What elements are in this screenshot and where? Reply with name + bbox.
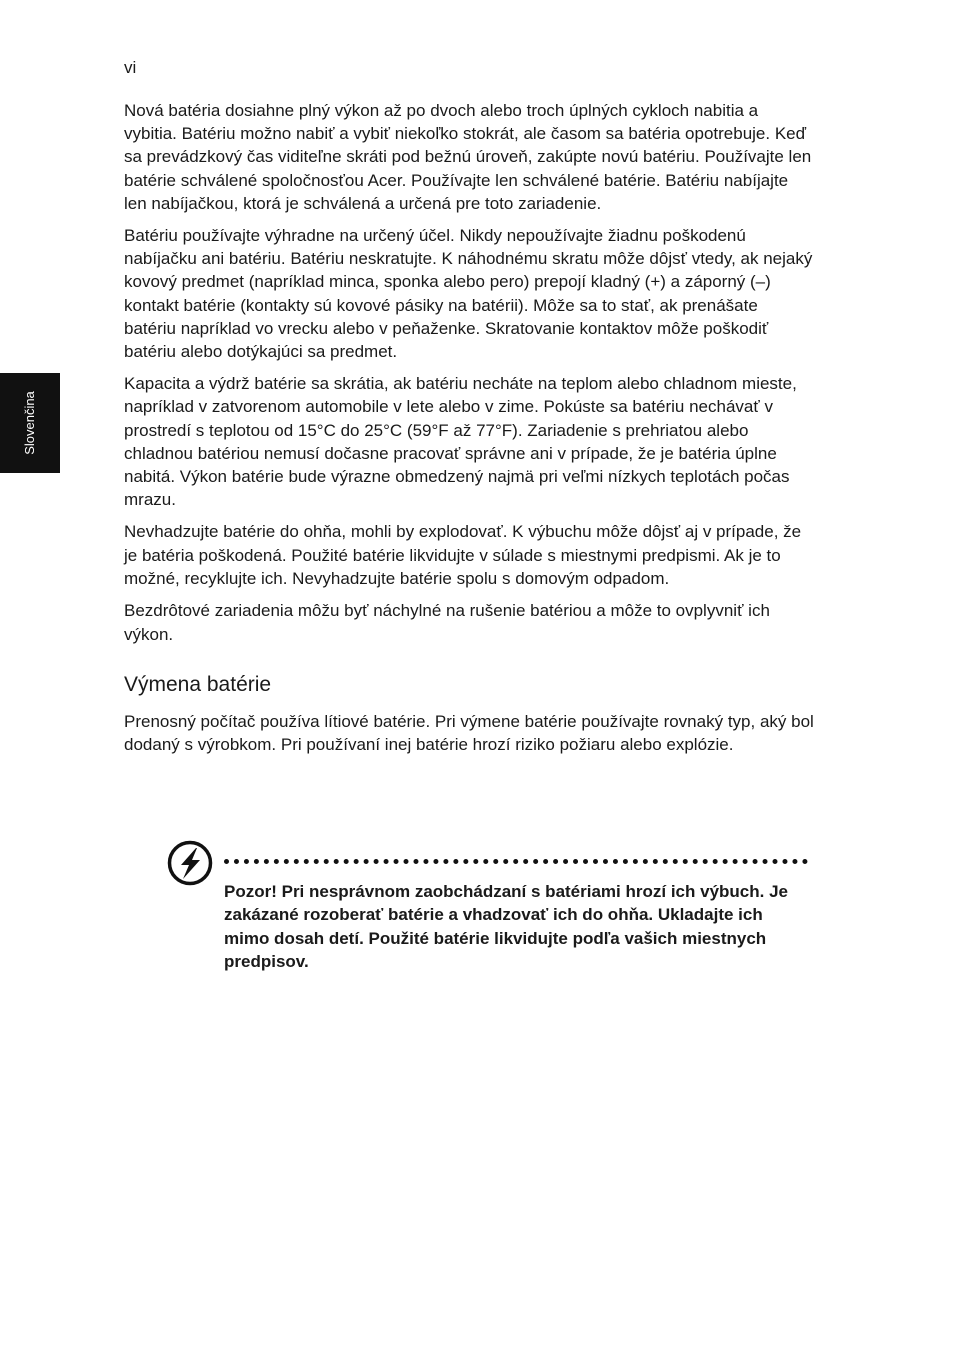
page-number: vi (124, 58, 137, 77)
warning-text: Pozor! Pri nesprávnom zaobchádzaní s batériami hrozí ich výbuch. Je zakázané rozoberať batérie a vhadzovať ich do ohňa. Ukladajte ich mimo dosah detí. Použité batérie likvidujte podľa vašich miestnych predpisov. (224, 882, 788, 972)
warning-box (167, 840, 812, 980)
body-paragraph-5: Bezdrôtové zariadenia môžu byť náchylné na rušenie batériou a môže to ovplyvniť ich výkon. (124, 601, 770, 644)
body-paragraph-4: Nevhadzujte batérie do ohňa, mohli by explodovať. K výbuchu môže dôjsť aj v prípade, že je batéria poškodená. Použité batérie likvidujte v súlade s miestnymi predpismi. Ak je to možné, recyklujte ich. Nevyhadzujte batérie spolu s domovým odpadom. (124, 522, 802, 588)
lightning-warning-icon (167, 840, 213, 886)
warning-divider (224, 859, 808, 864)
language-side-tab-label: Slovenčina (22, 391, 37, 455)
language-side-tab (0, 373, 60, 473)
body-paragraph-2: Batériu používajte výhradne na určený účel. Nikdy nepoužívajte žiadnu poškodenú nabíjačku ani batériu. Batériu neskratujte. K náhodnému skratu môže dôjsť vtedy, ak nejaký kovový predmet (napríklad minca, sponka alebo pero) prepojí kladný (+) a záporný (–) kontakt batérie (kontakty sú kovové pásiky na batérii). Môže sa to stať, ak prenášate batériu napríklad vo vrecku alebo v peňaženke. Skratovanie kontaktov môže poškodiť batériu alebo dotýkajúci sa predmet. (124, 226, 813, 362)
body-paragraph-3: Kapacita a výdrž batérie sa skrátia, ak batériu necháte na teplom alebo chladnom mieste, napríklad v zatvorenom automobile v lete alebo v zime. Pokúste sa batériu nechávať v prostredí s teplotou od 15°C do 25°C (59°F až 77°F). Zariadenie s prehriatou alebo chladnou batériou nemusí dočasne pracovať správne ani v prípade, že je batéria úplne nabitá. Výkon batérie bude výrazne obmedzený najmä pri veľmi nízkych teplotách počas mrazu. (124, 374, 797, 510)
section-paragraph: Prenosný počítač používa lítiové batérie. Pri výmene batérie používajte rovnaký typ, aký bol dodaný s výrobkom. Pri používaní inej batérie hrozí riziko požiaru alebo explózie. (124, 712, 814, 755)
main-content (124, 99, 814, 766)
body-paragraph-1: Nová batéria dosiahne plný výkon až po dvoch alebo troch úplných cykloch nabitia a vybitia. Batériu možno nabiť a vybiť niekoľko stokrát, ale časom sa batéria opotrebuje. Keď sa prevádzkový čas viditeľne skráti pod bežnú úroveň, zakúpte novú batériu. Používajte len batérie schválené spoločnosťou Acer. Používajte len schválené batérie. Batériu nabíjajte len nabíjačkou, ktorá je schválená a určená pre toto zariadenie. (124, 101, 812, 213)
section-heading: Výmena batérie (124, 673, 272, 697)
